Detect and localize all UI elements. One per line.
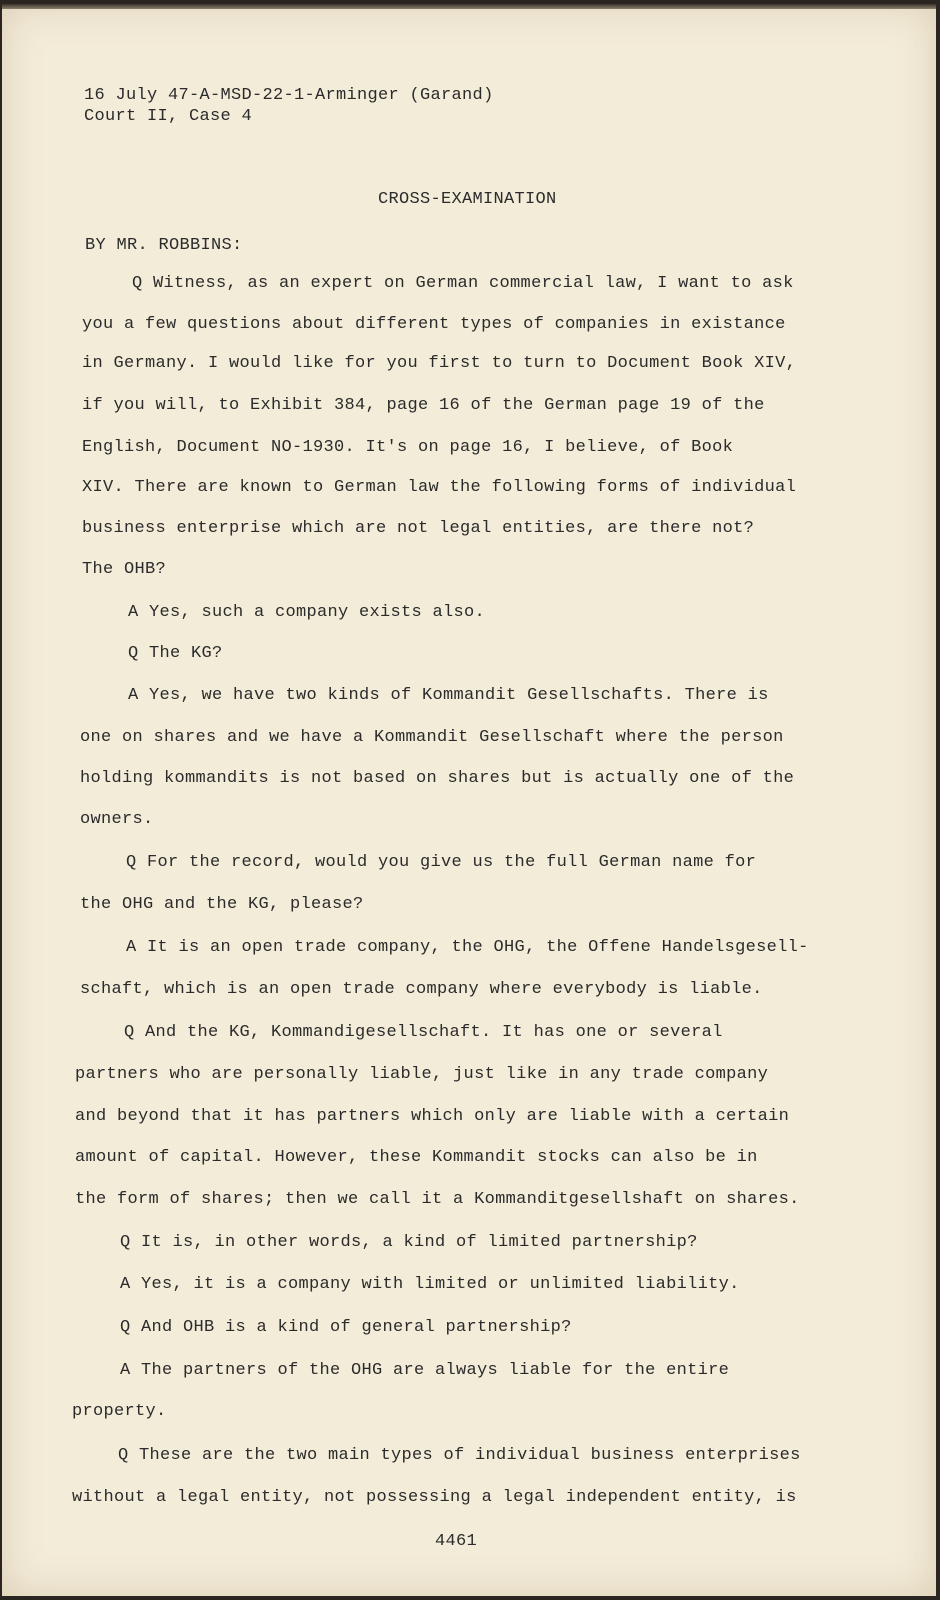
page-number: 4461	[435, 1532, 478, 1551]
body-line: the OHG and the KG, please?	[80, 895, 364, 914]
body-line: owners.	[80, 810, 154, 829]
examiner-line: BY MR. ROBBINS:	[85, 236, 243, 255]
body-line: A Yes, we have two kinds of Kommandit Gesellschafts. There is	[128, 686, 769, 705]
body-line: Q And the KG, Kommandigesellschaft. It has one or several	[124, 1023, 723, 1042]
body-line: English, Document NO-1930. It's on page 16, I believe, of Book	[82, 438, 734, 457]
section-title: CROSS-EXAMINATION	[378, 190, 557, 209]
body-line: the form of shares; then we call it a Kommanditgesellshaft on shares.	[75, 1190, 800, 1209]
body-line: Q The KG?	[128, 644, 223, 663]
body-line: you a few questions about different types of companies in existance	[82, 315, 786, 334]
body-line: A Yes, such a company exists also.	[128, 603, 486, 622]
body-line: The OHB?	[82, 560, 167, 579]
body-line: holding kommandits is not based on shares but is actually one of the	[80, 769, 795, 788]
body-line: Q These are the two main types of individual business enterprises	[118, 1446, 801, 1465]
body-line: amount of capital. However, these Kommandit stocks can also be in	[75, 1148, 758, 1167]
body-line: and beyond that it has partners which only are liable with a certain	[75, 1107, 790, 1126]
header-line-1: 16 July 47-A-MSD-22-1-Arminger (Garand)	[84, 86, 494, 105]
body-line: Q It is, in other words, a kind of limited partnership?	[120, 1233, 698, 1252]
body-line: in Germany. I would like for you first to turn to Document Book XIV,	[82, 354, 797, 373]
body-line: A The partners of the OHG are always liable for the entire	[120, 1361, 730, 1380]
body-line: Q For the record, would you give us the full German name for	[126, 853, 757, 872]
body-line: partners who are personally liable, just like in any trade company	[75, 1065, 769, 1084]
body-line: Q And OHB is a kind of general partnership?	[120, 1318, 572, 1337]
body-line: one on shares and we have a Kommandit Gesellschaft where the person	[80, 728, 784, 747]
body-line: business enterprise which are not legal entities, are there not?	[82, 519, 755, 538]
body-line: without a legal entity, not possessing a legal independent entity, is	[72, 1488, 797, 1507]
body-line: property.	[72, 1402, 167, 1421]
top-edge-line	[2, 4, 936, 9]
body-line: A Yes, it is a company with limited or unlimited liability.	[120, 1275, 740, 1294]
document-page	[2, 4, 936, 1596]
body-line: schaft, which is an open trade company where everybody is liable.	[80, 980, 763, 999]
body-line: Q Witness, as an expert on German commercial law, I want to ask	[132, 274, 794, 293]
body-line: if you will, to Exhibit 384, page 16 of the German page 19 of the	[82, 396, 765, 415]
header-line-2: Court II, Case 4	[84, 107, 253, 126]
body-line: XIV. There are known to German law the following forms of individual	[82, 478, 797, 497]
body-line: A It is an open trade company, the OHG, the Offene Handelsgesell-	[126, 938, 809, 957]
